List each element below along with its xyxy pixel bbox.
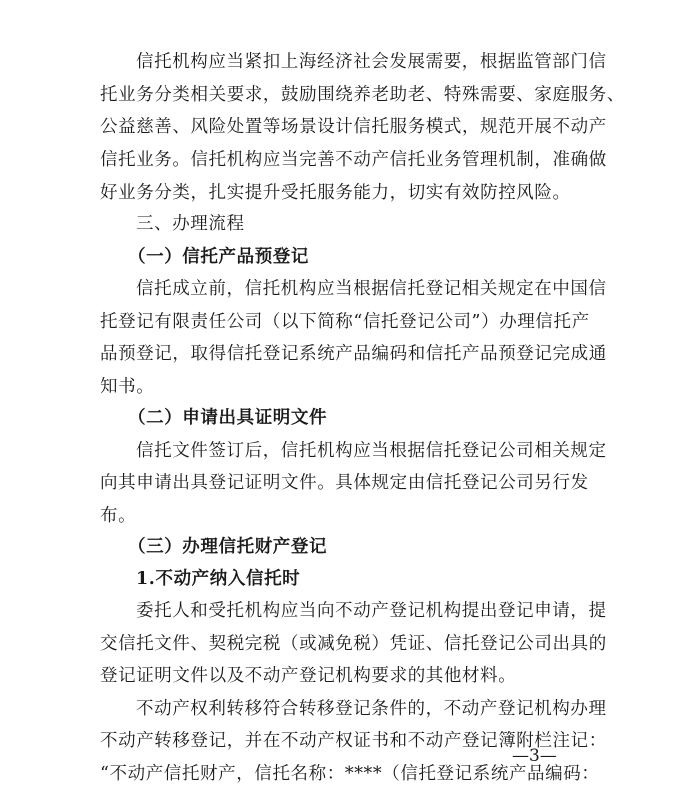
paragraph-line: 托业务分类相关要求，鼓励围绕养老助老、特殊需要、家庭服务、	[100, 85, 625, 105]
paragraph-line: 好业务分类，扎实提升受托服务能力，切实有效防控风险。	[100, 183, 571, 203]
page-number: —3—	[512, 746, 557, 766]
subsection-heading: （三）办理信托财产登记	[128, 537, 328, 557]
paragraph-line: “不动产信托财产，信托名称：****（信托登记系统产品编码：	[100, 764, 600, 784]
paragraph-line: 品预登记，取得信托登记系统产品编码和信托产品预登记完成通	[100, 344, 607, 364]
subsection-heading: （一）信托产品预登记	[128, 247, 309, 267]
paragraph-line: 公益慈善、风险处置等场景设计信托服务模式，规范开展不动产	[100, 117, 607, 137]
paragraph-line: 信托机构应当紧扣上海经济社会发展需要，根据监管部门信	[136, 52, 607, 72]
paragraph-line: 信托业务。信托机构应当完善不动产信托业务管理机制，准确做	[100, 150, 607, 170]
paragraph-line: 交信托文件、契税完税（或减免税）凭证、信托登记公司出具的	[100, 634, 607, 654]
paragraph-line: 信托文件签订后，信托机构应当根据信托登记公司相关规定	[136, 441, 607, 461]
paragraph-line: 知书。	[100, 377, 155, 397]
subsection-heading: （二）申请出具证明文件	[128, 408, 328, 428]
paragraph-line: 布。	[100, 506, 137, 526]
item-heading: 1.不动产纳入信托时	[136, 569, 301, 589]
section-heading: 三、办理流程	[136, 214, 245, 234]
paragraph-line: 信托成立前，信托机构应当根据信托登记相关规定在中国信	[136, 279, 607, 299]
paragraph-line: 不动产权利转移符合转移登记条件的，不动产登记机构办理	[136, 699, 607, 719]
paragraph-line: 登记证明文件以及不动产登记机构要求的其他材料。	[100, 666, 517, 686]
paragraph-line: 委托人和受托机构应当向不动产登记机构提出登记申请，提	[136, 601, 607, 621]
paragraph-line: 托登记有限责任公司（以下简称“信托登记公司”）办理信托产	[100, 312, 590, 332]
paragraph-line: 向其申请出具登记证明文件。具体规定由信托登记公司另行发	[100, 473, 589, 493]
paragraph-line: 不动产转移登记，并在不动产权证书和不动产登记簿附栏注记：	[100, 731, 607, 751]
